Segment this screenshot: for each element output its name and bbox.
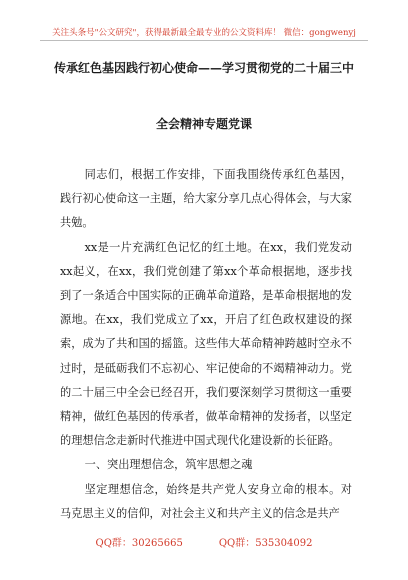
document-subtitle: 全会精神专题党课 <box>155 117 252 131</box>
section-heading: 一、突出理想信念，筑牢思想之魂 <box>84 458 253 472</box>
qq-group-2: QQ群：535304092 <box>218 538 313 549</box>
page-header <box>40 20 368 41</box>
header-promo-text: 关注头条号"公文研究"，获得最新最全最专业的公文资料库！ 微信：gongwenyj <box>52 28 356 38</box>
paragraph: 同志们，根据工作安排，下面我围绕传承红色基因，践行初心使命这一主题，给大家分享几点心得体会，与大家共勉。 <box>60 168 352 230</box>
qq-group-1: QQ群：30265665 <box>95 538 183 549</box>
document-title: 传承红色基因践行初心使命——学习贯彻党的二十届三中 <box>53 61 354 75</box>
paragraph: 坚定理想信念，始终是共产党人安身立命的根本。对马克思主义的信仰，对社会主义和共产主义的信念是共产 <box>60 482 352 520</box>
paragraph: xx是一片充满红色记忆的红土地。在xx，我们党发动xx起义，在xx，我们党创建了第xx个革命根据地，逐步找到了一条适合中国实际的正确革命道路，是革命根据地的发源地。在xx，我们党成立了xx，开启了红色政权建设的探索，成为了共和国的摇篮。这些伟大革命精神跨越时空永不过时，是砥砺我们不忘初心、牢记使命的不竭精神动力。党的二十届三中全会已经召开，我们要深刻学习贯彻这一重要精神，做红色基因的传承者，做革命精神的发扬者，以坚定的理想信念走新时代推进中国式现代化建设新的长征路。 <box>60 240 352 448</box>
page-footer <box>0 537 408 551</box>
document-body <box>60 163 352 526</box>
